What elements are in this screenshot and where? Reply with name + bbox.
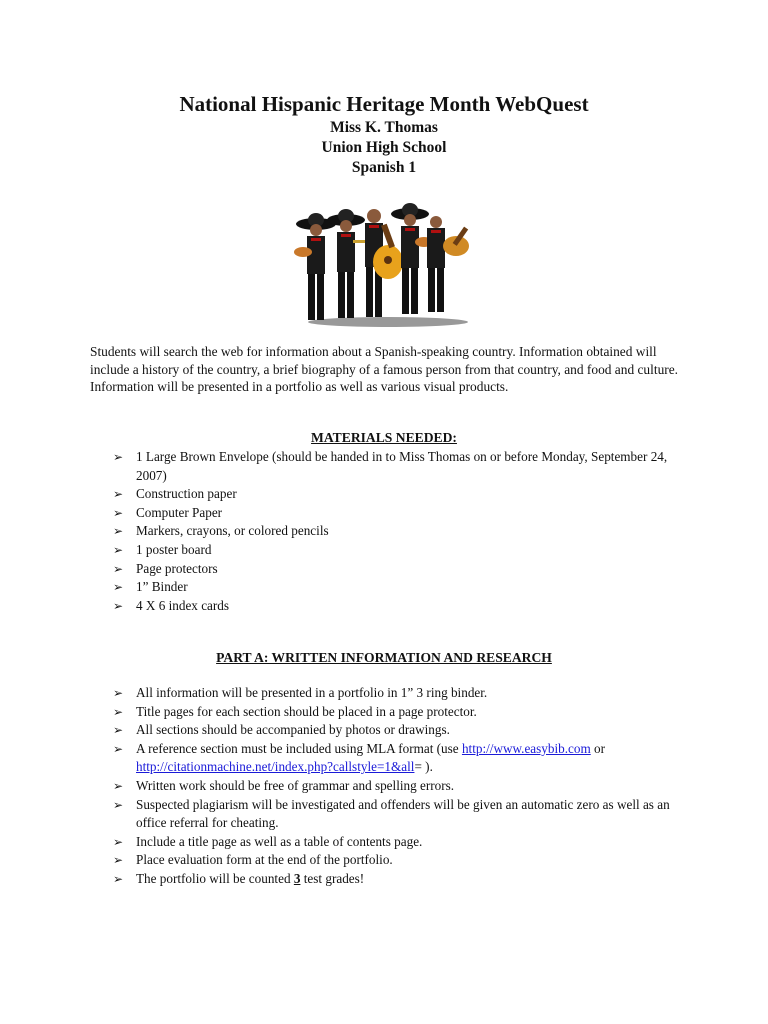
arrow-bullet-icon: ➢ bbox=[113, 561, 124, 576]
arrow-bullet-icon: ➢ bbox=[113, 741, 124, 756]
arrow-bullet-icon: ➢ bbox=[113, 778, 124, 793]
list-item: ➢ Title pages for each section should be placed in a page protector. bbox=[113, 703, 693, 722]
list-item: ➢ All information will be presented in a portfolio in 1” 3 ring binder. bbox=[113, 684, 693, 703]
school-name: Union High School bbox=[321, 139, 447, 156]
arrow-bullet-icon: ➢ bbox=[113, 580, 124, 595]
arrow-bullet-icon: ➢ bbox=[113, 487, 124, 502]
arrow-bullet-icon: ➢ bbox=[113, 598, 124, 613]
citationmachine-link[interactable]: http://citationmachine.net/index.php?callstyle=1&all bbox=[136, 759, 415, 775]
list-item: ➢ A reference section must be included using MLA format (use http://www.easybib.com or http://citationmachine.net/index.php?callstyle=1&all= ). bbox=[113, 740, 606, 775]
arrow-bullet-icon: ➢ bbox=[113, 723, 124, 738]
arrow-bullet-icon: ➢ bbox=[113, 505, 124, 520]
materials-list bbox=[113, 448, 693, 615]
mariachi-band-illustration bbox=[290, 200, 480, 328]
arrow-bullet-icon: ➢ bbox=[113, 834, 124, 849]
list-item: ➢ Written work should be free of grammar and spelling errors. bbox=[113, 777, 693, 796]
arrow-bullet-icon: ➢ bbox=[113, 853, 124, 868]
arrow-bullet-icon: ➢ bbox=[113, 450, 124, 464]
list-item: ➢ Page protectors bbox=[113, 560, 693, 579]
list-item: ➢ Construction paper bbox=[113, 485, 693, 504]
arrow-bullet-icon: ➢ bbox=[113, 542, 124, 557]
part-a-list bbox=[113, 684, 693, 889]
list-item: ➢ 1 Large Brown Envelope (should be handed in to Miss Thomas on or before Monday, September 24, 2007) bbox=[113, 449, 668, 483]
list-item: ➢ Include a title page as well as a table of contents page. bbox=[113, 833, 693, 852]
list-item: ➢ Suspected plagiarism will be investigated and offenders will be given an automatic zero as well as an office referral for cheating. bbox=[113, 796, 670, 831]
list-item: ➢ 4 X 6 index cards bbox=[113, 597, 693, 616]
list-item: ➢ 1” Binder bbox=[113, 578, 693, 597]
list-item: ➢ 1 poster board bbox=[113, 541, 693, 560]
grade-count: 3 bbox=[293, 870, 301, 886]
arrow-bullet-icon: ➢ bbox=[113, 686, 124, 700]
list-item: ➢ All sections should be accompanied by photos or drawings. bbox=[113, 721, 693, 740]
intro-paragraph: Students will search the web for information about a Spanish-speaking country. Information obtained will include a history of the country, a brief biography of a famous person from that country, and food and culture. Information will be presented in a portfolio as well as various visual products. bbox=[90, 344, 679, 395]
document-title: National Hispanic Heritage Month WebQuest bbox=[179, 92, 589, 116]
list-item: ➢ Computer Paper bbox=[113, 504, 693, 523]
arrow-bullet-icon: ➢ bbox=[113, 704, 124, 719]
teacher-name: Miss K. Thomas bbox=[330, 119, 438, 136]
arrow-bullet-icon: ➢ bbox=[113, 871, 124, 886]
easybib-link[interactable]: http://www.easybib.com bbox=[461, 740, 591, 756]
list-item: ➢ Markers, crayons, or colored pencils bbox=[113, 522, 693, 541]
course-name: Spanish 1 bbox=[351, 159, 417, 176]
arrow-bullet-icon: ➢ bbox=[113, 797, 124, 812]
arrow-bullet-icon: ➢ bbox=[113, 524, 124, 539]
part-a-heading: PART A: WRITTEN INFORMATION AND RESEARCH bbox=[216, 650, 552, 665]
materials-heading: MATERIALS NEEDED: bbox=[311, 430, 457, 445]
list-item: ➢ Place evaluation form at the end of the portfolio. bbox=[113, 851, 693, 870]
list-item: ➢ The portfolio will be counted 3 test grades! bbox=[113, 870, 693, 889]
